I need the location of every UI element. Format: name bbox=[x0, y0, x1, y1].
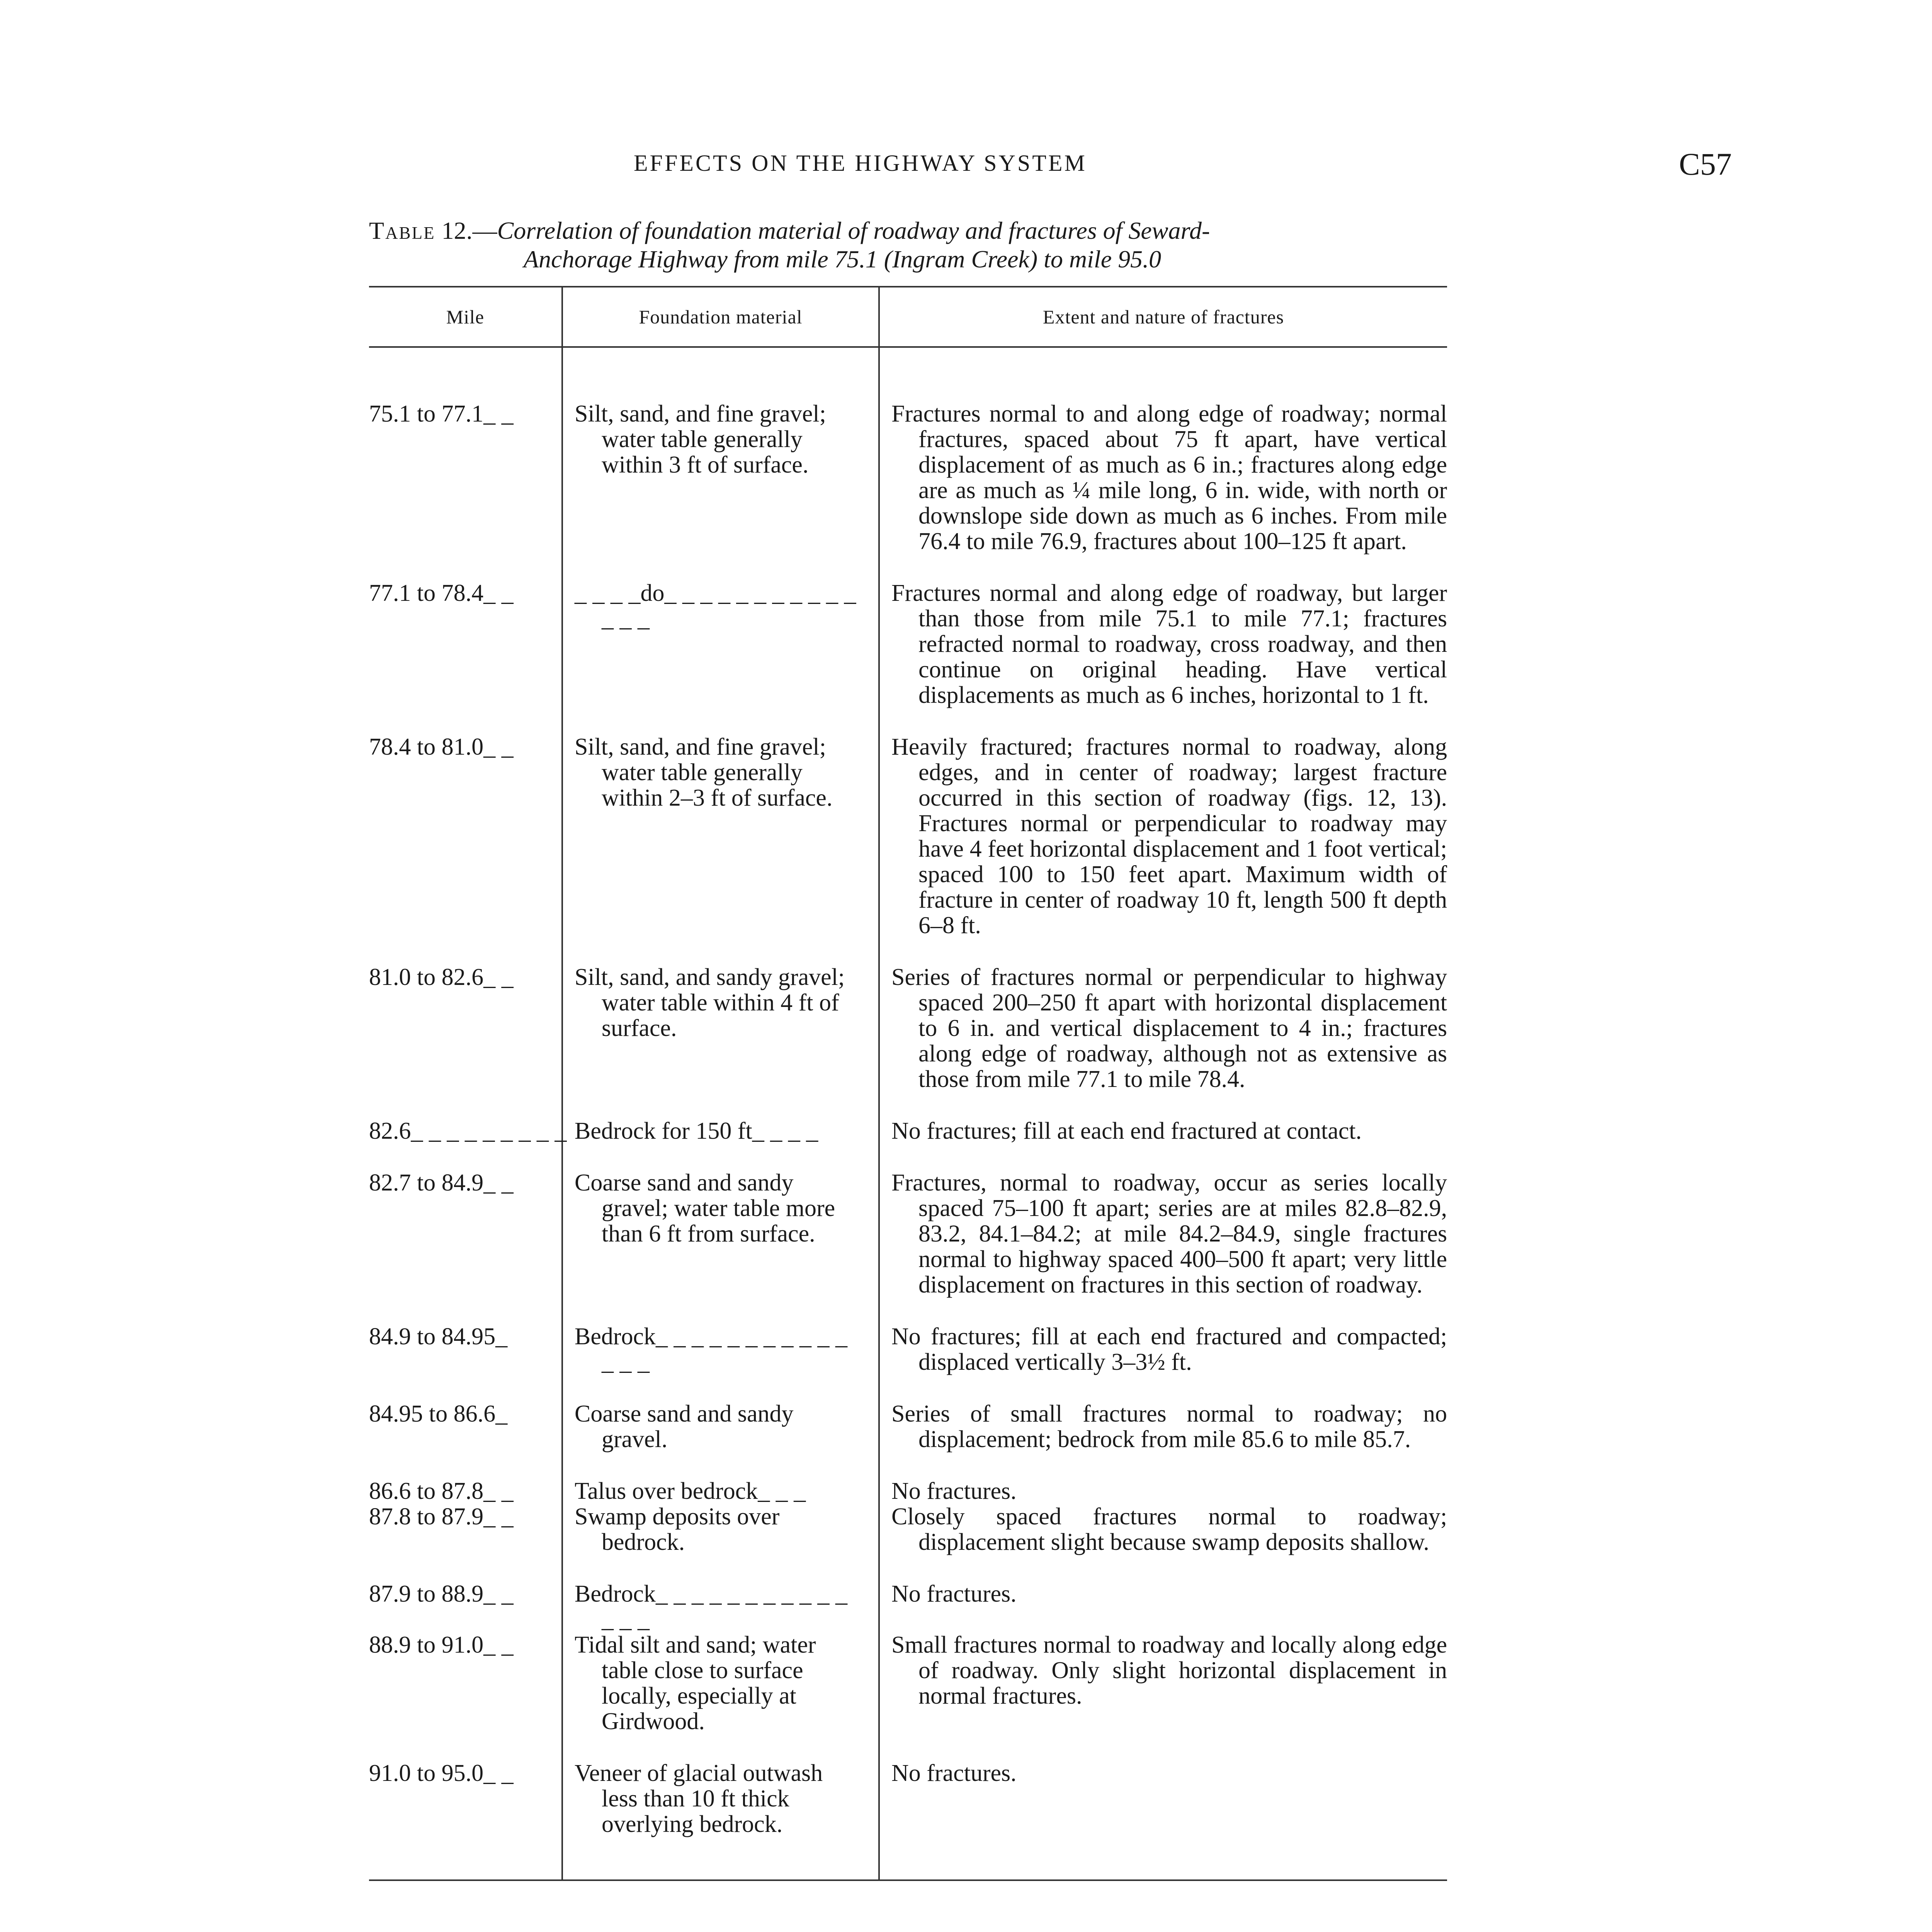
table-row bbox=[369, 1170, 1447, 1324]
column-header-fractures: Extent and nature of fractures bbox=[879, 287, 1447, 347]
cell-fractures: Closely spaced fractures normal to roadway; displacement slight because swamp deposits shallow. bbox=[879, 1504, 1447, 1581]
cell-foundation: Silt, sand, and fine gravel; water table generally within 2–3 ft of surface. bbox=[562, 734, 879, 964]
cell-mile: 77.1 to 78.4_ _ bbox=[369, 580, 514, 606]
table-row bbox=[369, 1118, 1447, 1170]
cell-foundation: Coarse sand and sandy gravel; water table more than 6 ft from surface. bbox=[562, 1170, 879, 1324]
cell-fractures: Fractures, normal to roadway, occur as series locally spaced 75–100 ft apart; series are at miles 82.8–82.9, 83.2, 84.1–84.2; at mile 84.2–84.9, single fractures normal to highway spaced 400–500 ft apart; very little displacement on fractures in this section of roadway. bbox=[879, 1170, 1447, 1324]
cell-mile: 78.4 to 81.0_ _ bbox=[369, 734, 514, 760]
cell-mile: 88.9 to 91.0_ _ bbox=[369, 1632, 514, 1658]
cell-mile: 87.9 to 88.9_ _ bbox=[369, 1581, 514, 1607]
table-row bbox=[369, 580, 1447, 734]
cell-mile: 84.95 to 86.6_ bbox=[369, 1401, 508, 1427]
fracture-table-grid bbox=[369, 286, 1447, 1881]
cell-foundation: Talus over bedrock_ _ _ bbox=[562, 1478, 879, 1504]
cell-foundation: _ _ _ _do_ _ _ _ _ _ _ _ _ _ _ _ _ _ bbox=[562, 580, 879, 734]
cell-mile: 91.0 to 95.0_ _ bbox=[369, 1760, 562, 1880]
cell-foundation: Veneer of glacial outwash less than 10 ft thick overlying bedrock. bbox=[562, 1760, 879, 1880]
table-row bbox=[369, 964, 1447, 1118]
cell-fractures: Heavily fractured; fractures normal to roadway, along edges, and in center of roadway; largest fracture occurred in this section of roadway (figs. 12, 13). Fractures normal or perpendicular to roadway may have 4 feet horizontal displacement and 1 foot vertical; spaced 100 to 150 feet apart. Maximum width of fracture in center of roadway 10 ft, length 500 ft depth 6–8 ft. bbox=[879, 734, 1447, 964]
column-header-foundation: Foundation material bbox=[562, 287, 879, 347]
table-row bbox=[369, 734, 1447, 964]
table-row bbox=[369, 1401, 1447, 1478]
table-caption bbox=[369, 216, 1463, 274]
table-row bbox=[369, 1504, 1447, 1581]
fracture-table bbox=[369, 286, 1447, 1881]
table-caption-tag: Table bbox=[369, 217, 435, 244]
cell-fractures: Series of small fractures normal to roadway; no displacement; bedrock from mile 85.6 to mile 85.7. bbox=[879, 1401, 1447, 1478]
cell-fractures: Fractures normal to and along edge of roadway; normal fractures, spaced about 75 ft apart, have vertical displacement of as much as 6 in.; fractures along edge are as much as ¼ mile long, 6 in. wide, with north or downslope side down as much as 6 inches. From mile 76.4 to mile 76.9, fractures about 100–125 ft apart. bbox=[879, 401, 1447, 580]
cell-mile: 84.9 to 84.95_ bbox=[369, 1323, 508, 1350]
table-caption-number: 12.— bbox=[435, 217, 497, 244]
cell-foundation: Swamp deposits over bedrock. bbox=[562, 1504, 879, 1581]
cell-mile: 81.0 to 82.6_ _ bbox=[369, 964, 514, 990]
cell-fractures: Series of fractures normal or perpendicular to highway spaced 200–250 ft apart with horizontal displacement to 6 in. and vertical displacement to 4 in.; fractures along edge of roadway, although not as extensive as those from mile 77.1 to mile 78.4. bbox=[879, 964, 1447, 1118]
table-spacer-row bbox=[369, 347, 1447, 401]
cell-fractures: No fractures. bbox=[879, 1760, 1447, 1880]
cell-fractures: Fractures normal and along edge of roadway, but larger than those from mile 75.1 to mile 77.1; fractures refracted normal to roadway, cross roadway, and then continue on original heading. Have vertical displacements as much as 6 inches, horizontal to 1 ft. bbox=[879, 580, 1447, 734]
page-number: C57 bbox=[1679, 146, 1732, 182]
cell-mile: 82.7 to 84.9_ _ bbox=[369, 1170, 514, 1196]
table-caption-title-line2: Anchorage Highway from mile 75.1 (Ingram Creek) to mile 95.0 bbox=[524, 245, 1162, 273]
table-header-row bbox=[369, 287, 1447, 347]
cell-foundation: Bedrock_ _ _ _ _ _ _ _ _ _ _ _ _ _ bbox=[562, 1581, 879, 1632]
table-caption-title-line1: Correlation of foundation material of roadway and fractures of Seward- bbox=[497, 217, 1210, 244]
table-row bbox=[369, 1324, 1447, 1401]
cell-fractures: No fractures. bbox=[879, 1478, 1447, 1504]
cell-foundation: Bedrock_ _ _ _ _ _ _ _ _ _ _ _ _ _ bbox=[562, 1324, 879, 1401]
cell-mile: 87.8 to 87.9_ _ bbox=[369, 1503, 514, 1530]
table-row bbox=[369, 1760, 1447, 1880]
cell-foundation: Bedrock for 150 ft_ _ _ _ bbox=[562, 1118, 879, 1170]
cell-fractures: No fractures; fill at each end fractured and compacted; displaced vertically 3–3½ ft. bbox=[879, 1324, 1447, 1401]
table-row bbox=[369, 401, 1447, 580]
table-row bbox=[369, 1478, 1447, 1504]
cell-fractures: No fractures. bbox=[879, 1581, 1447, 1632]
cell-mile: 75.1 to 77.1_ _ bbox=[369, 401, 514, 427]
cell-foundation: Coarse sand and sandy gravel. bbox=[562, 1401, 879, 1478]
cell-fractures: Small fractures normal to roadway and locally along edge of roadway. Only slight horizontal displacement in normal fractures. bbox=[879, 1632, 1447, 1760]
cell-fractures: No fractures; fill at each end fractured at contact. bbox=[879, 1118, 1447, 1170]
cell-mile: 86.6 to 87.8_ _ bbox=[369, 1478, 514, 1504]
cell-foundation: Silt, sand, and sandy gravel; water table within 4 ft of surface. bbox=[562, 964, 879, 1118]
column-header-mile: Mile bbox=[369, 287, 562, 347]
cell-foundation: Tidal silt and sand; water table close to surface locally, especially at Girdwood. bbox=[562, 1632, 879, 1760]
cell-foundation: Silt, sand, and fine gravel; water table generally within 3 ft of surface. bbox=[562, 401, 879, 580]
table-row bbox=[369, 1632, 1447, 1760]
cell-mile: 82.6_ _ _ _ _ _ _ _ _ bbox=[369, 1118, 567, 1144]
table-row bbox=[369, 1581, 1447, 1632]
running-head: EFFECTS ON THE HIGHWAY SYSTEM bbox=[634, 150, 1087, 176]
